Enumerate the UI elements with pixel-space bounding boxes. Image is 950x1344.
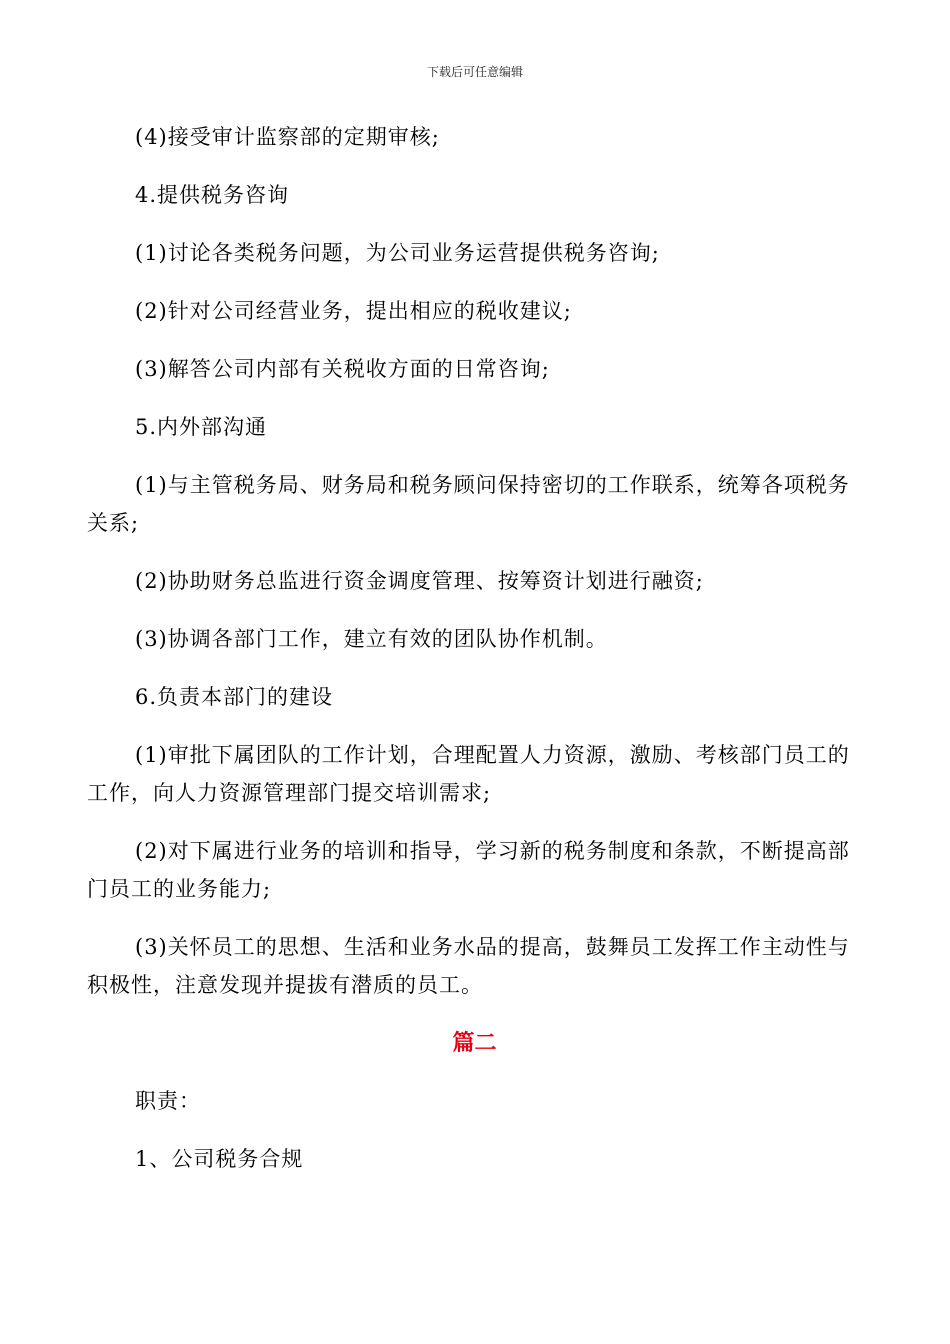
paragraph-communication-1: (1)与主管税务局、财务局和税务顾问保持密切的工作联系，统筹各项税务关系; xyxy=(87,473,850,535)
paragraph-communication-title: 5.内外部沟通 xyxy=(135,415,268,439)
section-heading: 篇二 xyxy=(452,1030,497,1056)
paragraph-department-3: (3)关怀员工的思想、生活和业务水品的提高，鼓舞员工发挥工作主动性与积极性，注意发现并提拔有潜质的员工。 xyxy=(87,935,850,997)
paragraph-department-2: (2)对下属进行业务的培训和指导，学习新的税务制度和条款，不断提高部门员工的业务能力; xyxy=(87,839,850,901)
paragraph-tax-compliance-title: 1、公司税务合规 xyxy=(135,1147,304,1171)
document-body xyxy=(87,118,862,1198)
paragraph-department-title: 6.负责本部门的建设 xyxy=(135,685,334,709)
paragraph-communication-3: (3)协调各部门工作，建立有效的团队协作机制。 xyxy=(135,627,608,651)
page-header: 下载后可任意编辑 xyxy=(426,65,523,79)
paragraph-communication-2: (2)协助财务总监进行资金调度管理、按筹资计划进行融资; xyxy=(135,569,704,593)
paragraph-duties-label: 职责： xyxy=(135,1089,201,1113)
paragraph-department-1: (1)审批下属团队的工作计划，合理配置人力资源，激励、考核部门员工的工作，向人力资源管理部门提交培训需求; xyxy=(87,743,850,805)
paragraph-tax-consulting-3: (3)解答公司内部有关税收方面的日常咨询; xyxy=(135,357,550,381)
paragraph-audit-review: (4)接受审计监察部的定期审核; xyxy=(135,125,440,149)
paragraph-tax-consulting-2: (2)针对公司经营业务，提出相应的税收建议; xyxy=(135,299,572,323)
paragraph-tax-consulting-1: (1)讨论各类税务问题，为公司业务运营提供税务咨询; xyxy=(135,241,660,265)
paragraph-tax-consulting-title: 4.提供税务咨询 xyxy=(135,183,290,207)
